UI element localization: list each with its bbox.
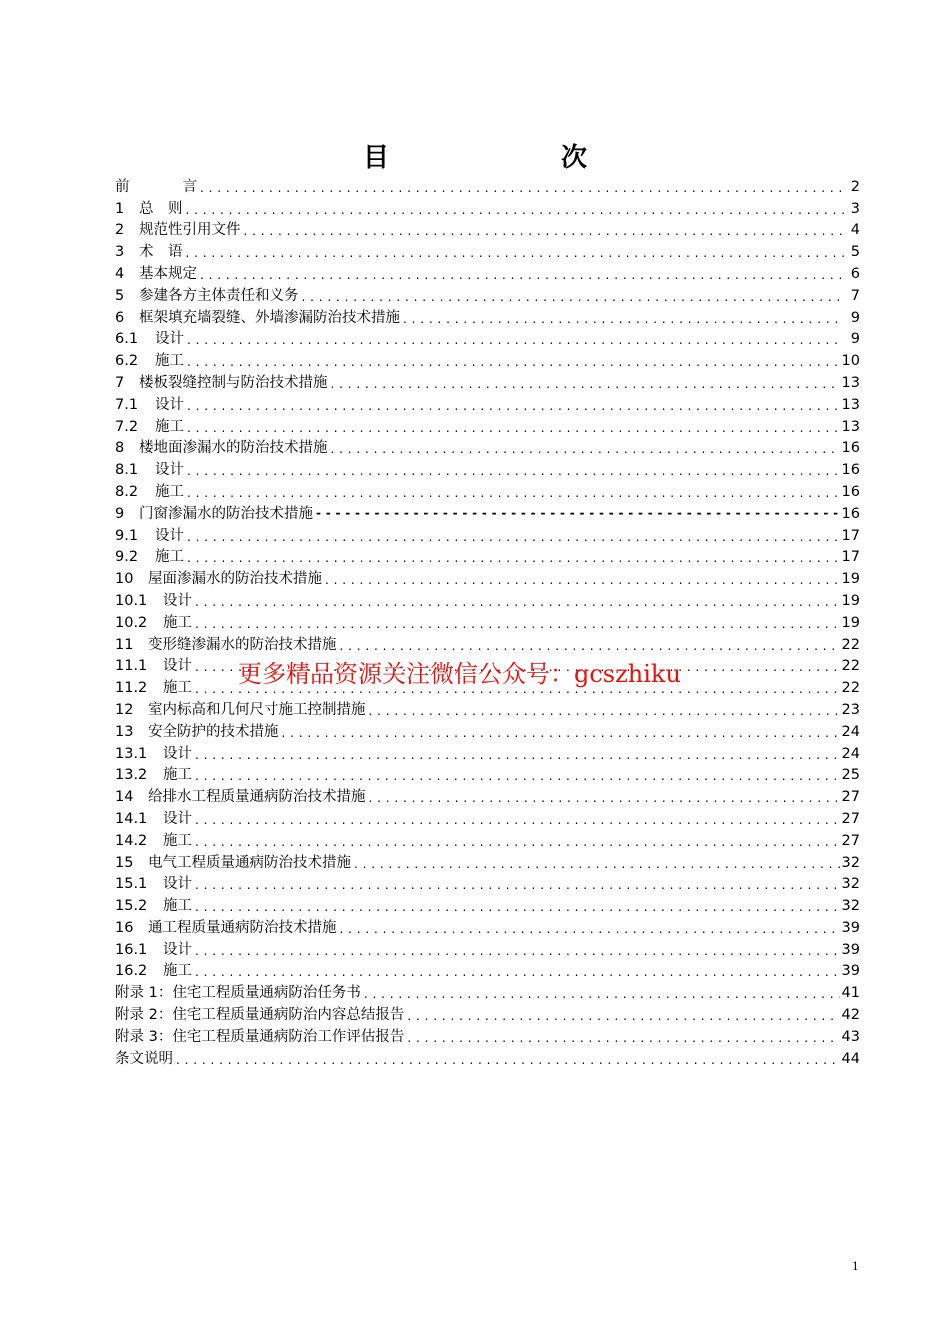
toc-entry[interactable] (115, 370, 860, 392)
toc-leader-dots (354, 859, 840, 869)
table-of-contents (115, 174, 860, 1068)
toc-entry-number: 9.2 (115, 549, 139, 566)
toc-entry[interactable] (115, 784, 860, 806)
toc-leader-dots (176, 1055, 840, 1065)
toc-entry-title: 设计 (163, 876, 192, 893)
toc-entry-title: 术 语 (139, 244, 183, 261)
toc-entry[interactable] (115, 305, 860, 327)
toc-entry[interactable] (115, 588, 860, 610)
toc-leader-dots (187, 553, 840, 563)
toc-entry-page: 27 (841, 810, 860, 827)
toc-entry[interactable] (115, 980, 860, 1002)
toc-entry-title: 设计 (163, 810, 192, 827)
toc-entry[interactable] (115, 763, 860, 785)
toc-entry-number: 1 (115, 200, 125, 217)
toc-entry-page: 25 (841, 767, 860, 784)
toc-entry[interactable] (115, 436, 860, 458)
toc-leader-dots (331, 444, 840, 454)
toc-entry-page: 39 (841, 963, 860, 980)
toc-entry-title: 施工 (163, 680, 192, 697)
toc-entry-page: 7 (850, 287, 860, 304)
toc-entry-number: 7.1 (115, 396, 139, 413)
toc-entry-page: 4 (850, 222, 860, 239)
toc-entry-title: 附录 3：住宅工程质量通病防治工作评估报告 (115, 1028, 405, 1045)
toc-entry-page: 22 (841, 658, 860, 675)
toc-entry[interactable] (115, 872, 860, 894)
toc-entry[interactable] (115, 545, 860, 567)
toc-leader-dots (195, 946, 840, 956)
page-title: 目 次 (362, 143, 627, 173)
toc-leader-dots (200, 270, 844, 280)
toc-entry-number: 16.1 (115, 941, 148, 958)
toc-entry-page: 44 (841, 1050, 860, 1067)
toc-entry-title: 施工 (163, 832, 192, 849)
toc-entry-number: 14.1 (115, 810, 148, 827)
toc-entry-number: 7.2 (115, 418, 139, 435)
toc-leader-dots (187, 357, 840, 367)
toc-entry-title: 设计 (155, 331, 184, 348)
toc-entry[interactable] (115, 915, 860, 937)
toc-leader-dots (407, 1033, 839, 1043)
toc-entry-number: 6.2 (115, 353, 139, 370)
toc-entry[interactable] (115, 1024, 860, 1046)
toc-leader-dots (187, 401, 840, 411)
toc-leader-dots (187, 466, 840, 476)
toc-entry-title: 施工 (155, 418, 184, 435)
toc-entry-number: 13.1 (115, 745, 148, 762)
toc-entry-number: 3 (115, 244, 125, 261)
toc-entry[interactable] (115, 697, 860, 719)
toc-entry-number: 8.1 (115, 462, 139, 479)
toc-leader-dots (195, 837, 840, 847)
toc-entry-number: 15 (115, 854, 134, 871)
toc-entry-page: 43 (841, 1028, 860, 1045)
toc-entry[interactable] (115, 501, 860, 523)
toc-leader-dots (325, 575, 840, 585)
toc-entry[interactable] (115, 283, 860, 305)
toc-entry-page: 16 (841, 483, 860, 500)
toc-entry[interactable] (115, 218, 860, 240)
toc-entry-page: 39 (841, 919, 860, 936)
toc-leader-dots (195, 771, 840, 781)
toc-entry-page: 19 (841, 614, 860, 631)
toc-entry-title: 施工 (163, 963, 192, 980)
toc-entry[interactable] (115, 1046, 860, 1068)
toc-entry-page: 3 (850, 200, 860, 217)
toc-entry-title: 框架填充墙裂缝、外墙渗漏防治技术措施 (139, 309, 400, 326)
toc-entry-page: 13 (841, 396, 860, 413)
toc-entry-page: 5 (850, 244, 860, 261)
toc-entry-page: 16 (841, 505, 860, 522)
toc-entry-page: 16 (841, 440, 860, 457)
toc-entry-number: 11.1 (115, 658, 148, 675)
toc-leader-dots (186, 205, 845, 215)
toc-entry-page: 19 (841, 571, 860, 588)
toc-leader-dots (407, 1011, 839, 1021)
toc-entry[interactable] (115, 523, 860, 545)
toc-entry-page: 13 (841, 418, 860, 435)
toc-leader-dots (340, 641, 840, 651)
toc-leader-dots (369, 793, 840, 803)
toc-entry-page: 16 (841, 462, 860, 479)
toc-leader-dots (316, 510, 840, 520)
toc-entry-title: 室内标高和几何尺寸施工控制措施 (148, 701, 366, 718)
toc-entry-page: 6 (850, 265, 860, 282)
toc-entry-title: 设计 (163, 658, 192, 675)
toc-entry-title: 设计 (163, 941, 192, 958)
toc-leader-dots (195, 619, 840, 629)
toc-entry-title: 施工 (155, 353, 184, 370)
toc-entry[interactable] (115, 261, 860, 283)
toc-entry[interactable] (115, 327, 860, 349)
toc-entry[interactable] (115, 392, 860, 414)
toc-entry-page: 24 (841, 745, 860, 762)
toc-leader-dots (187, 423, 840, 433)
toc-entry-title: 设计 (155, 527, 184, 544)
toc-entry-number: 15.2 (115, 898, 148, 915)
toc-leader-dots (364, 989, 840, 999)
toc-entry-title: 给排水工程质量通病防治技术措施 (148, 789, 366, 806)
toc-entry-title: 设计 (163, 745, 192, 762)
toc-entry[interactable] (115, 828, 860, 850)
toc-entry-number: 10.2 (115, 614, 148, 631)
toc-entry-number: 14.2 (115, 832, 148, 849)
toc-entry-number: 前 (115, 178, 130, 195)
toc-entry-title: 楼板裂缝控制与防治技术措施 (139, 374, 328, 391)
toc-entry-page: 39 (841, 941, 860, 958)
toc-entry-page: 17 (841, 527, 860, 544)
toc-leader-dots (195, 967, 840, 977)
toc-entry-title: 施工 (163, 767, 192, 784)
toc-entry-number: 6.1 (115, 331, 139, 348)
toc-entry-page: 27 (841, 789, 860, 806)
toc-entry-number: 7 (115, 374, 125, 391)
toc-entry-page: 9 (850, 309, 860, 326)
toc-leader-dots (187, 335, 844, 345)
toc-entry-number: 13 (115, 723, 134, 740)
toc-leader-dots (302, 292, 845, 302)
toc-entry-page: 10 (841, 353, 860, 370)
toc-leader-dots (187, 488, 840, 498)
toc-entry-title: 通工程质量通病防治技术措施 (148, 919, 337, 936)
toc-entry-title: 设计 (163, 592, 192, 609)
toc-entry-title: 安全防护的技术措施 (148, 723, 279, 740)
toc-entry-title: 规范性引用文件 (139, 222, 241, 239)
toc-entry-number: 13.2 (115, 767, 148, 784)
toc-entry[interactable] (115, 806, 860, 828)
toc-entry[interactable] (115, 479, 860, 501)
toc-entry-number: 8 (115, 440, 125, 457)
toc-entry-page: 23 (841, 701, 860, 718)
toc-entry-number: 9 (115, 505, 125, 522)
toc-entry-title: 施工 (163, 898, 192, 915)
toc-leader-dots (195, 750, 840, 760)
toc-entry[interactable] (115, 457, 860, 479)
toc-leader-dots (403, 314, 844, 324)
toc-entry-title: 附录 2：住宅工程质量通病防治内容总结报告 (115, 1007, 405, 1024)
toc-leader-dots (200, 183, 844, 193)
toc-entry-number: 14 (115, 789, 134, 806)
toc-entry-title: 楼地面渗漏水的防治技术措施 (139, 440, 328, 457)
toc-entry-page: 32 (841, 898, 860, 915)
toc-leader-dots (340, 924, 840, 934)
toc-entry[interactable] (115, 850, 860, 872)
toc-entry-title: 门窗渗漏水的防治技术措施 (139, 505, 313, 522)
toc-leader-dots (282, 728, 840, 738)
toc-entry-number: 11.2 (115, 680, 148, 697)
toc-entry-title: 电气工程质量通病防治技术措施 (148, 854, 351, 871)
toc-entry-page: 32 (841, 854, 860, 871)
toc-entry-number: 16.2 (115, 963, 148, 980)
toc-entry-number: 2 (115, 222, 125, 239)
toc-entry-page: 19 (841, 592, 860, 609)
toc-entry[interactable] (115, 719, 860, 741)
toc-entry[interactable] (115, 196, 860, 218)
toc-entry[interactable] (115, 348, 860, 370)
toc-entry-title: 变形缝渗漏水的防治技术措施 (148, 636, 337, 653)
toc-entry[interactable] (115, 239, 860, 261)
toc-leader-dots (186, 248, 845, 258)
page-number: 1 (852, 1258, 859, 1273)
toc-entry-page: 32 (841, 876, 860, 893)
toc-leader-dots (369, 706, 840, 716)
toc-entry-page: 17 (841, 549, 860, 566)
toc-entry[interactable] (115, 566, 860, 588)
toc-entry-number: 12 (115, 701, 134, 718)
toc-entry[interactable] (115, 610, 860, 632)
toc-entry-number: 9.1 (115, 527, 139, 544)
toc-entry[interactable] (115, 959, 860, 981)
toc-leader-dots (244, 226, 845, 236)
toc-entry-page: 22 (841, 680, 860, 697)
toc-entry-page: 24 (841, 723, 860, 740)
toc-leader-dots (195, 815, 840, 825)
toc-entry[interactable] (115, 937, 860, 959)
toc-entry-number: 4 (115, 265, 125, 282)
toc-entry-title: 施工 (163, 614, 192, 631)
toc-entry-page: 41 (841, 985, 860, 1002)
watermark-text: 更多精品资源关注微信公众号：gcszhiku (238, 660, 681, 688)
toc-leader-dots (187, 532, 840, 542)
toc-entry-number: 10.1 (115, 592, 148, 609)
toc-leader-dots (195, 902, 840, 912)
toc-entry-page: 22 (841, 636, 860, 653)
toc-entry[interactable] (115, 414, 860, 436)
toc-entry-title: 条文说明 (115, 1050, 173, 1067)
toc-entry-number: 16 (115, 919, 134, 936)
toc-entry-title: 参建各方主体责任和义务 (139, 287, 299, 304)
toc-entry[interactable] (115, 174, 860, 196)
toc-entry-title: 基本规定 (139, 265, 197, 282)
toc-entry-number: 6 (115, 309, 125, 326)
toc-entry-title: 施工 (155, 549, 184, 566)
toc-entry-title: 设计 (155, 462, 184, 479)
toc-entry-number: 10 (115, 571, 134, 588)
toc-entry[interactable] (115, 1002, 860, 1024)
toc-entry-title: 附录 1：住宅工程质量通病防治任务书 (115, 985, 361, 1002)
toc-leader-dots (195, 880, 840, 890)
toc-entry[interactable] (115, 741, 860, 763)
toc-entry-title: 言 (139, 178, 197, 195)
toc-entry-page: 2 (850, 178, 860, 195)
toc-entry[interactable] (115, 893, 860, 915)
toc-entry-number: 15.1 (115, 876, 148, 893)
toc-entry-title: 施工 (155, 483, 184, 500)
toc-entry-page: 9 (850, 331, 860, 348)
toc-entry-page: 13 (841, 374, 860, 391)
toc-entry-page: 27 (841, 832, 860, 849)
toc-leader-dots (331, 379, 840, 389)
toc-entry-number: 5 (115, 287, 125, 304)
toc-entry-number: 8.2 (115, 483, 139, 500)
toc-entry-title: 总 则 (139, 200, 183, 217)
toc-entry-title: 屋面渗漏水的防治技术措施 (148, 571, 322, 588)
toc-entry-title: 设计 (155, 396, 184, 413)
toc-entry-number: 11 (115, 636, 134, 653)
toc-leader-dots (195, 597, 840, 607)
toc-entry[interactable] (115, 632, 860, 654)
toc-entry-page: 42 (841, 1007, 860, 1024)
